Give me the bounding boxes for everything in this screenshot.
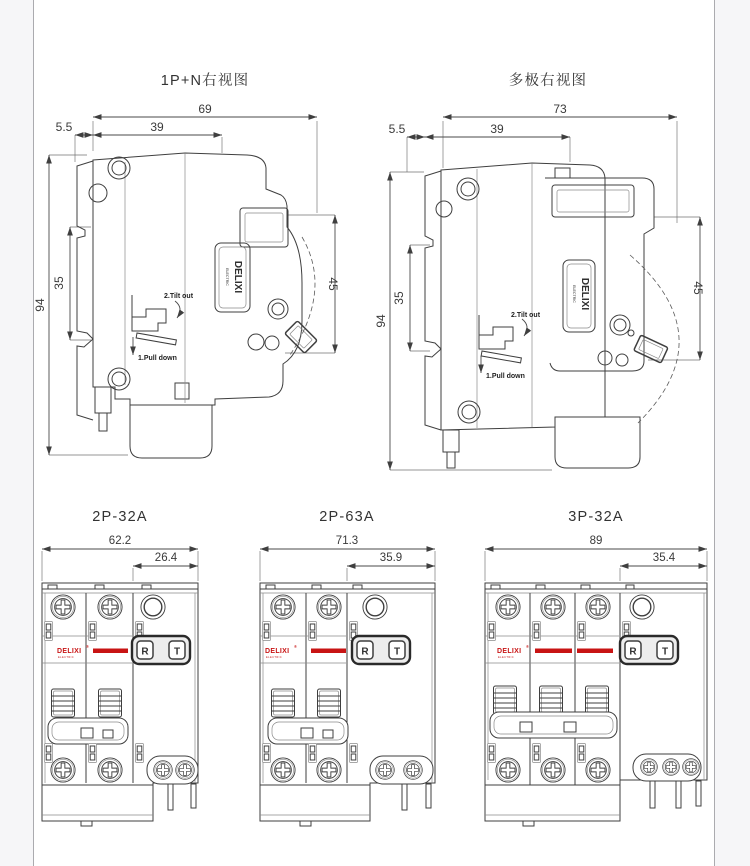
dimensions-multipole [374,102,705,470]
terminal-screw-icon [51,758,75,782]
dim-rail-height: 35 [392,291,406,305]
rcd-buttons [620,636,678,664]
dimensions [260,535,435,581]
note-pull-down: 1.Pull down [138,355,177,362]
mounting-instructions [132,293,194,362]
wire-clamp-icon [45,622,53,641]
reset-button [137,641,153,659]
wire-clamp-icon [309,622,317,641]
wire-clamp-icon [136,744,144,763]
svg-text:R: R [629,646,637,658]
dim-total-width: 62.2 [108,535,132,547]
svg-text:ELECTRIC: ELECTRIC [498,656,515,659]
rating-red-bar [535,649,572,654]
connection-pin [696,781,701,806]
test-button [657,641,673,659]
brand-plate [215,243,250,312]
wire-clamp-icon [263,744,271,763]
terminal-screw-icon [51,595,75,619]
brand-logo [265,644,297,659]
terminal-screw-icon [683,759,700,776]
dim-front-width: 39 [150,120,164,134]
terminal-screw-icon [586,758,610,782]
rcd-bottom-terminal [633,754,701,808]
breaker-side-profile [77,153,302,458]
terminal-screw-icon [376,761,395,780]
test-port-icon [141,595,165,619]
svg-text:R: R [141,646,149,658]
toggle-handle [634,335,668,363]
front-view-title: 2P-32A [92,509,148,525]
connection-pin [402,784,407,810]
front-view-3p-32a [460,505,715,865]
rcd-bottom-terminal [370,756,433,810]
dim-rail-height: 35 [52,276,66,290]
dimensions-1pn [33,102,340,455]
connection-pin [676,781,681,808]
brand-logo [497,644,529,659]
front-view-title: 2P-63A [319,509,375,525]
brand-sub: ELECTRIC [225,268,229,286]
svg-text:R: R [361,646,369,658]
tilt-arrow-icon [175,301,180,318]
test-button [389,641,405,659]
mounting-instructions [479,312,541,380]
dim-rail-offset: 5.5 [388,122,406,136]
wire-clamp-icon [309,744,317,763]
svg-text:ELECTRIC: ELECTRIC [266,656,283,659]
brand-logo [57,644,89,659]
connection-pin [650,781,655,808]
screwdriver-icon [481,351,521,363]
dim-total-width: 69 [198,102,212,116]
tilt-arrow-icon [522,319,527,336]
test-port-icon [630,595,654,619]
toggle-lever-icon [99,689,122,717]
toggle-lever-icon [318,689,341,717]
dim-height: 94 [33,298,47,312]
wire-clamp-icon [533,744,541,763]
rating-red-bar [577,649,613,654]
toggle-lever-icon [540,686,563,714]
terminal-screw-icon [404,761,423,780]
dimensions [485,535,707,581]
handle-swing-arc [630,255,679,423]
handle-tie-bar [48,718,128,744]
rcd-bottom-terminal [147,756,198,810]
svg-text:T: T [393,646,401,658]
reset-button [625,641,641,659]
dim-height: 94 [374,314,388,328]
front-view-2p-32a [35,505,250,865]
terminal-screw-icon [496,595,520,619]
dimensions [42,535,198,581]
rcd-buttons [352,636,410,664]
terminal-screw-icon [98,758,122,782]
svg-text:DELIXI: DELIXI [497,648,522,655]
screwdriver-icon [136,333,176,345]
handle-tie-bar [268,718,348,744]
rail-clip-detail [479,315,513,349]
rcd-buttons [132,636,190,664]
side-view-1pn-title: 1P+N右视图 [160,73,250,89]
terminal-screw-icon [541,758,565,782]
terminal-screw-icon [271,758,295,782]
registered-mark: ® [86,644,89,649]
dim-total-width: 71.3 [335,535,359,547]
side-view-multipole [374,65,732,485]
dim-front-width: 39 [490,122,504,136]
front-view-2p-63a [250,505,450,865]
registered-mark: ® [294,644,297,649]
terminal-screw-icon [154,761,173,780]
dim-total-width: 73 [553,102,567,116]
terminal-screw-icon [98,595,122,619]
svg-text:DELIXI: DELIXI [265,648,290,655]
terminal-screw-icon [663,759,680,776]
terminal-screw-icon [271,595,295,619]
dim-total-width: 89 [589,535,603,547]
connection-pin [168,784,173,810]
reset-button [357,641,373,659]
front-view-title: 3P-32A [568,509,624,525]
terminal-screw-icon [641,759,658,776]
brand-sub: ELECTRIC [572,285,576,303]
svg-text:T: T [173,646,181,658]
dim-handle-height: 45 [691,281,705,295]
top-terminal-block [240,208,288,247]
handle-tie-bar [490,712,617,738]
wire-clamp-icon [350,744,358,763]
dim-module-width: 35.4 [652,552,676,564]
test-button [169,641,185,659]
terminal-screw-icon [496,758,520,782]
terminal-screw-icon [317,758,341,782]
toggle-lever-icon [586,686,609,714]
dim-module-width: 35.9 [379,552,403,564]
svg-text:T: T [661,646,669,658]
toggle-lever-icon [272,689,295,717]
svg-text:DELIXI: DELIXI [57,648,82,655]
side-view-multipole-title: 多极右视图 [508,73,588,89]
wire-clamp-icon [89,622,97,641]
brand-name: DELIXI [232,260,243,294]
wire-clamp-icon [45,744,53,763]
rating-red-bar [311,649,346,654]
wire-clamp-icon [89,744,97,763]
dim-rail-offset: 5.5 [55,120,73,134]
wire-clamp-icon [488,622,496,641]
test-port-icon [363,595,387,619]
brand-name: DELIXI [579,277,590,311]
brand-plate [563,260,595,332]
wire-clamp-icon [578,622,586,641]
toggle-lever-icon [494,686,517,714]
toggle-lever-icon [52,689,75,717]
svg-text:ELECTRIC: ELECTRIC [58,656,75,659]
terminal-screw-icon [176,761,195,780]
rating-red-bar [93,649,128,654]
connection-pin [191,784,196,808]
terminal-screw-icon [586,595,610,619]
wire-clamp-icon [578,744,586,763]
wire-clamp-icon [263,622,271,641]
terminal-screw-icon [317,595,341,619]
dim-handle-height: 45 [326,277,340,291]
wire-clamp-icon [488,744,496,763]
registered-mark: ® [526,644,529,649]
wire-clamp-icon [533,622,541,641]
rail-clip-detail [132,295,166,331]
terminal-screw-icon [541,595,565,619]
note-pull-down: 1.Pull down [486,373,525,380]
note-tilt-out: 2.Tilt out [511,312,541,319]
connection-pin [426,784,431,808]
dim-module-width: 26.4 [154,552,178,564]
side-view-1pn [35,65,345,485]
note-tilt-out: 2.Tilt out [164,293,194,300]
